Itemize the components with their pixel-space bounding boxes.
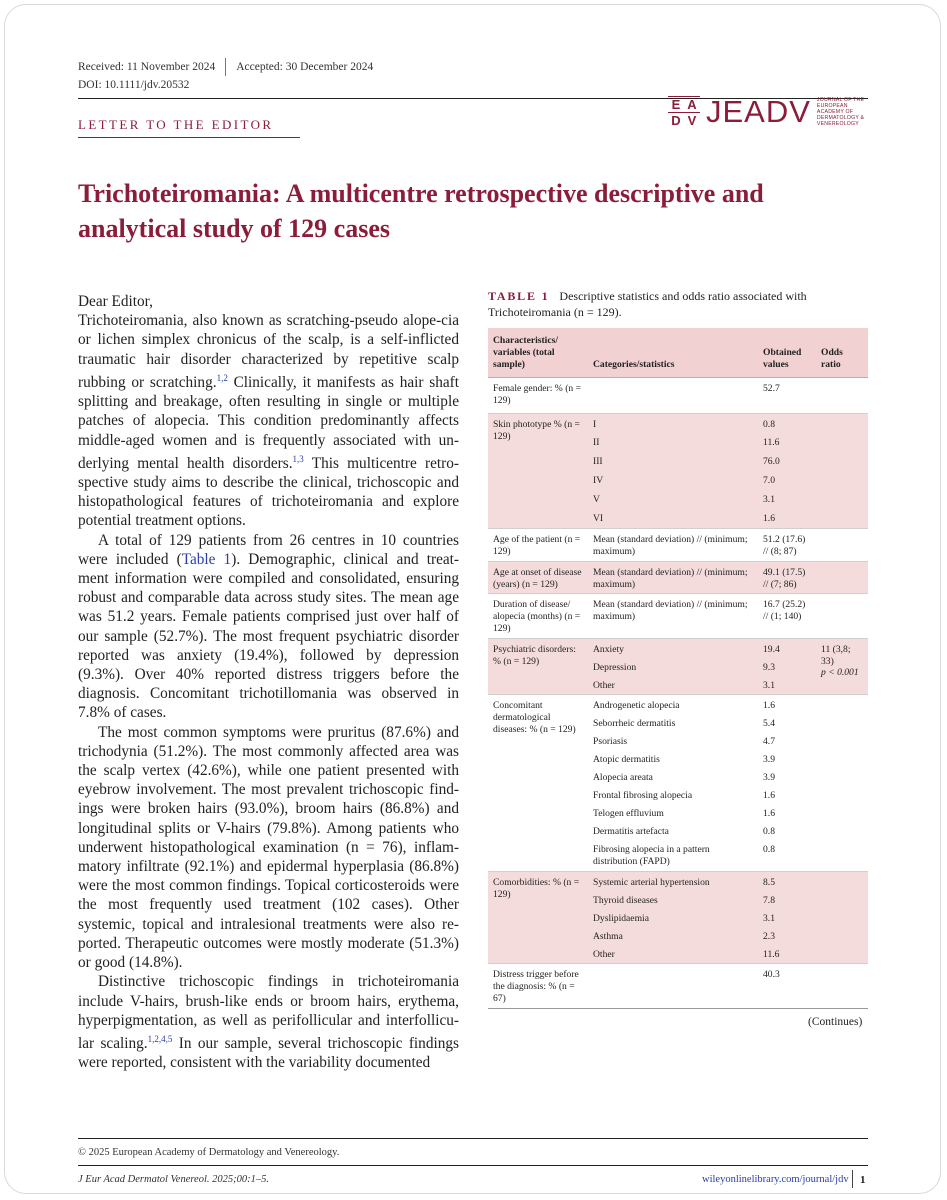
reference-link[interactable]: 1,3 [292,453,304,464]
doi[interactable]: DOI: 10.1111/jdv.20532 [78,79,190,91]
empty-cell [816,472,868,491]
table-row [488,871,868,891]
logo-letter: V [687,112,697,128]
salutation: Dear Editor, [78,293,153,310]
cell-category: I [588,413,758,433]
text-run: A total of 129 patients from 26 centres in 10 countries were included ( [78,531,459,568]
table-caption [488,288,868,320]
cell-value: 1.6 [758,510,816,529]
row-label: Duration of disease/ alopecia (months) (n = 129) [488,594,588,638]
reference-link[interactable]: 1,2,4,5 [147,1033,173,1044]
empty-cell [816,910,868,928]
logo-wordmark: JEADV [706,94,811,129]
cell-value: 4.7 [763,736,775,748]
cell-category: Fibrosing alopecia in a pattern distribution (FAPD) [593,844,710,868]
page-number: 1 [860,1174,866,1186]
cell-category: Anxiety [588,638,758,658]
empty-cell [816,413,868,433]
cell-value: 3.1 [758,491,816,510]
column-header: Odds ratio [816,328,868,378]
odds-ratio: 11 (3,8; 33) [821,643,851,667]
cell-category: Other [588,946,758,964]
table-continues: (Continues) [808,1016,863,1028]
cell-value: 51.2 (17.6) // (8; 87) [758,529,816,562]
cell-category: Thyroid diseases [588,892,758,910]
empty-cell [816,529,868,562]
empty-cell [816,769,868,787]
table-link[interactable]: Table 1 [181,550,232,568]
table-1 [488,328,868,1009]
cell-category: Frontal fibrosing alopecia [593,790,693,802]
empty-cell [816,892,868,910]
table-row [488,561,868,594]
cell-value: 0.8 [758,413,816,433]
journal-logo [668,94,871,130]
cell-value: 9.3 [758,659,816,677]
cell-value: 3.9 [763,754,775,766]
paragraph-2 [78,531,459,723]
article-dates [78,58,373,76]
cell-value: 0.8 [763,826,775,838]
cell-category: Dermatitis artefacta [593,826,669,838]
row-label: Concomitant dermatological diseases: % (n = 129) [488,695,588,871]
empty-cell [588,964,758,1008]
table-row [488,964,868,1008]
empty-cell [816,946,868,964]
received-date: Received: 11 November 2024 [78,61,216,73]
table-row [488,413,868,433]
column-header: Obtained values [758,328,816,378]
cell-category: Alopecia areata [593,772,653,784]
date-separator [225,58,226,76]
empty-cell [816,787,868,805]
cell-value: 1.6 [763,808,775,820]
cell-category: V [588,491,758,510]
cell-value: 40.3 [758,964,816,1008]
row-label: Psychiatric disorders: % (n = 129) [488,638,588,695]
empty-cell [816,561,868,594]
cell-category: Mean (standard deviation) // (minimum; maximum) [588,594,758,638]
article-body [78,292,459,1072]
empty-cell [816,964,868,1008]
empty-cell [588,378,758,414]
table-row [488,378,868,414]
cell-category: Dyslipidaemia [588,910,758,928]
footer-rule [78,1138,868,1139]
cell-value: 1.6 [763,790,775,802]
cell-value: 0.8 [763,844,775,856]
cell-category: Depression [588,659,758,677]
accepted-date: Accepted: 30 December 2024 [236,61,374,73]
empty-cell [816,715,868,733]
empty-cell [816,871,868,891]
row-label: Comorbidities: % (n = 129) [488,871,588,964]
section-underline [78,137,300,138]
cell-category: III [588,453,758,472]
table-row [488,695,868,715]
empty-cell [816,434,868,453]
empty-cell [816,733,868,751]
row-label: Distress trigger before the diagnosis: % (n = 67) [488,964,588,1008]
citation: J Eur Acad Dermatol Venereol. 2025;00:1–5. [78,1174,270,1185]
row-label: Age of the patient (n = 129) [488,529,588,562]
logo-monogram [668,96,700,129]
row-label: Female gender: % (n = 129) [488,378,588,414]
row-label: Skin phototype % (n = 129) [488,413,588,528]
cell-value: 11.6 [758,434,816,453]
cell-value: 1.6 [758,695,816,715]
empty-cell [816,510,868,529]
cell-category: Seborrheic dermatitis [593,718,676,730]
empty-cell [816,491,868,510]
logo-letter: D [671,112,681,128]
column-header: Categories/statistics [588,328,758,378]
odds-ratio-cell [816,638,868,695]
copyright: © 2025 European Academy of Dermatology and Venereology. [78,1147,340,1158]
table-row [488,594,868,638]
cell-category: Mean (standard deviation) // (minimum; maximum) [588,561,758,594]
p-value: p < 0.001 [821,667,859,679]
text-run: This multicentre retro-spective study aims to describe the clinical, trichoscopic and histopathological features of trichoteiromania and explore potential treatment options. [78,454,459,530]
text-run: Distinctive trichoscopic findings in trichoteiromania include V-hairs, brush-like ends or broom hairs, erythema, hyperpigmentation, as well as perifollicular and interfollicu-lar scaling. [78,973,459,1052]
text-run: Clinically, it manifests as hair shaft splitting and breakage, often resulting in single or multiple patches of alopecia. This condition predominantly affects middle-aged women and is frequently associated with un-derlying mental health disorders. [78,373,459,472]
cell-category: Other [588,677,758,695]
cell-value: 8.5 [758,871,816,891]
logo-letter: E [671,96,681,112]
article-title: Trichoteiromania: A multicentre retrospective descriptive and analytical study of 129 cases [78,179,764,243]
logo-subtitle: JOURNAL OF THE EUROPEAN ACADEMY OF DERMATOLOGY & VENEREOLOGY [816,97,865,127]
cell-category: Atopic dermatitis [593,754,660,766]
cell-category: Telogen effluvium [593,808,664,820]
table-row [488,529,868,562]
cell-category: Asthma [588,928,758,946]
cell-category: Systemic arterial hypertension [588,871,758,891]
text-run: ). Demographic, clinical and treat-ment information were compiled and consolidated, ensuring robust and comparable data across study sites. The mean age was 51.2 years. Female patients comprised just over half of our sample (52.7%). The most frequent psychiatric disorder reported was anxiety (19.4%), followed by depression (9.3%). Over 40% reported distress triggers before the diagnosis. Concomitant trichotillomania was observed in 7.8% of cases. [78,550,459,722]
empty-cell [816,928,868,946]
cell-category: VI [588,510,758,529]
paragraph-4 [78,972,459,1072]
column-header: Characteristics/ variables (total sample) [488,328,588,378]
cell-value: 76.0 [758,453,816,472]
section-label: LETTER TO THE EDITOR [78,117,274,132]
paragraph-1 [78,311,459,530]
empty-cell [816,823,868,841]
empty-cell [816,594,868,638]
text-run: In our sample, several trichoscopic findings were reported, consistent with the variability documented [78,1035,459,1072]
table-row [488,638,868,658]
cell-category: Mean (standard deviation) // (minimum; maximum) [588,529,758,562]
footer-rule-2 [78,1165,868,1166]
empty-cell [816,841,868,871]
cell-category: IV [588,472,758,491]
cell-category: II [588,434,758,453]
cell-value: 7.8 [758,892,816,910]
cell-value: 7.0 [758,472,816,491]
row-label: Age at onset of disease (years) (n = 129) [488,561,588,594]
logo-letter: A [687,96,697,112]
reference-link[interactable]: 1,2 [216,372,228,383]
cell-value: 49.1 (17.5) // (7; 86) [758,561,816,594]
cell-value: 3.1 [758,677,816,695]
cell-value: 16.7 (25.2) // (1; 140) [758,594,816,638]
empty-cell [816,695,868,715]
cell-value: 3.1 [758,910,816,928]
journal-url[interactable]: wileyonlinelibrary.com/journal/jdv [702,1174,849,1185]
table-header-row [488,328,868,378]
cell-category: Psoriasis [593,736,628,748]
footer-separator [852,1170,853,1188]
cell-value: 5.4 [763,718,775,730]
cell-value: 2.3 [758,928,816,946]
paragraph-3: The most common symptoms were pruritus (87.6%) and trichodynia (51.2%). The most commonly affected area was the scalp vertex (42.6%), while one patient presented with eyebrow involvement. The most prevalent trichoscopic find-ings were broken hairs (93.0%), broom hairs (86.8%) and longitudinal splits or V-hairs (79.8%). Among patients who underwent histopathological examination (n = 76), inflam-matory infiltrate (92.1%) and epidermal hyperplasia (86.8%) were the most common findings. Topical corticosteroids were the most frequently used treatment (102 cases). Other systemic, topical and intralesional treatments were also re-ported. Therapeutic outcomes were mostly moderate (51.3%) or good (14.8%). [78,723,459,972]
table-caption-text: Descriptive statistics and odds ratio associated with Trichoteiromania (n = 129). [488,289,807,319]
cell-value: 19.4 [758,638,816,658]
cell-category: Androgenetic alopecia [588,695,758,715]
cell-value: 3.9 [763,772,775,784]
empty-cell [816,378,868,414]
text-run: Trichoteiromania, also known as scratching-pseudo alope-cia or lichen simplex chronicus of the scalp, is a self-inflicted traumatic hair disorder characterized by repetitive scalp rubbing or scratching. [78,312,459,391]
empty-cell [816,453,868,472]
cell-value: 52.7 [758,378,816,414]
table-label: TABLE 1 [488,289,550,303]
empty-cell [816,805,868,823]
cell-value: 11.6 [758,946,816,964]
empty-cell [816,751,868,769]
